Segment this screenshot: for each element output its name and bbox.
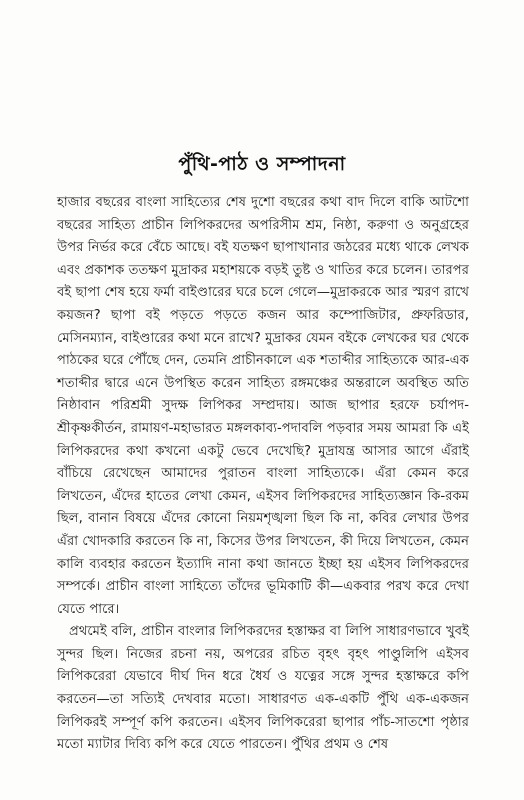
paragraph-1: হাজার বছরের বাংলা সাহিত্যের শেষ দুশো বছরের কথা বাদ দিলে বাকি আটশো বছরের সাহিত্য প্রাচীন লিপিকরদের অপরিসীম শ্রম, নিষ্ঠা, করুণা ও অনুগ্রহের উপর নির্ভর করে বেঁচে আছে। বই যতক্ষণ ছাপাখানার জঠরের মধ্যে থাকে লেখক এবং প্রকাশক ততক্ষণ মুদ্রাকর মহাশয়কে বড়ই তুষ্ট ও খাতির করে চলেন। তারপর বই ছাপা শেষ হয়ে ফর্মা বাইণ্ডারের ঘরে চলে গেলে—মুদ্রাকরকে আর স্মরণ রাখে কয়জন? ছাপা বই পড়তে পড়তে কজন আর কম্পোজিটার, প্রুফরিডার, মেসিনম্যান, বাইণ্ডারের কথা মনে রাখে? মুদ্রাকর যেমন বইকে লেখকের ঘর থেকে পাঠকের ঘরে পৌঁছে দেন, তেমনি প্রাচীনকালে এক শতাব্দীর সাহিত্যকে আর-এক শতাব্দীর দ্বারে এনে উপস্থিত করেন সাহিত্য রঙ্গমঞ্চের অন্তরালে অবস্থিত অতি নিষ্ঠাবান পরিশ্রমী সুদক্ষ লিপিকর সম্প্রদায়। আজ ছাপার হরফে চর্যাপদ-শ্রীকৃষ্ণকীর্তন, রামায়ণ-মহাভারত মঙ্গলকাব্য-পদাবলি পড়বার সময় আমরা কি এই লিপিকরদের কথা কখনো একটু ভেবে দেখেছি? মুদ্রাযন্ত্র আসার আগে এঁরাই বাঁচিয়ে রেখেছেন আমাদের পুরাতন বাংলা সাহিত্যকে। এঁরা কেমন করে লিখতেন, এঁদের হাতের লেখা কেমন, এইসব লিপিকরদের সাহিত্যজ্ঞান কি-রকম ছিল, বানান বিষয়ে এঁদের কোনো নিয়মশৃঙ্খলা ছিল কি না, কবির লেখার উপর এঁরা খোদকারি করতেন কি না, কিসের উপর লিখতেন, কী দিয়ে লিখতেন, কেমন কালি ব্যবহার করতেন ইত্যাদি নানা কথা জানতে ইচ্ছা হয় এইসব লিপিকরদের সম্পর্কে। প্রাচীন বাংলা সাহিত্যে তাঁদের ভূমিকাটি কী—একবার পরখ করে দেখা যেতে পারে। (57, 195, 469, 617)
body-text (57, 192, 469, 757)
paragraph-2: প্রথমেই বলি, প্রাচীন বাংলার লিপিকরদের হস্তাক্ষর বা লিপি সাধারণভাবে খুবই সুন্দর ছিল। নিজের রচনা নয়, অপরের রচিত বৃহৎ বৃহৎ পাণ্ডুলিপি এইসব লিপিকরেরা যেভাবে দীর্ঘ দিন ধরে ধৈর্য ও যত্নের সঙ্গে সুন্দর হস্তাক্ষরে কপি করতেন—তা সত্যিই দেখবার মতো। সাধারণত এক-একটি পুঁথি এক-একজন লিপিকরই সম্পূর্ণ কপি করতেন। এইসব লিপিকরেরা ছাপার পাঁচ-সাতশো পৃষ্ঠার মতো ম্যাটার দিব্যি কপি করে যেতে পারতেন। পুঁথির প্রথম ও শেষ (57, 624, 469, 753)
chapter-title: পুঁথি-পাঠ ও সম্পাদনা (178, 153, 346, 175)
